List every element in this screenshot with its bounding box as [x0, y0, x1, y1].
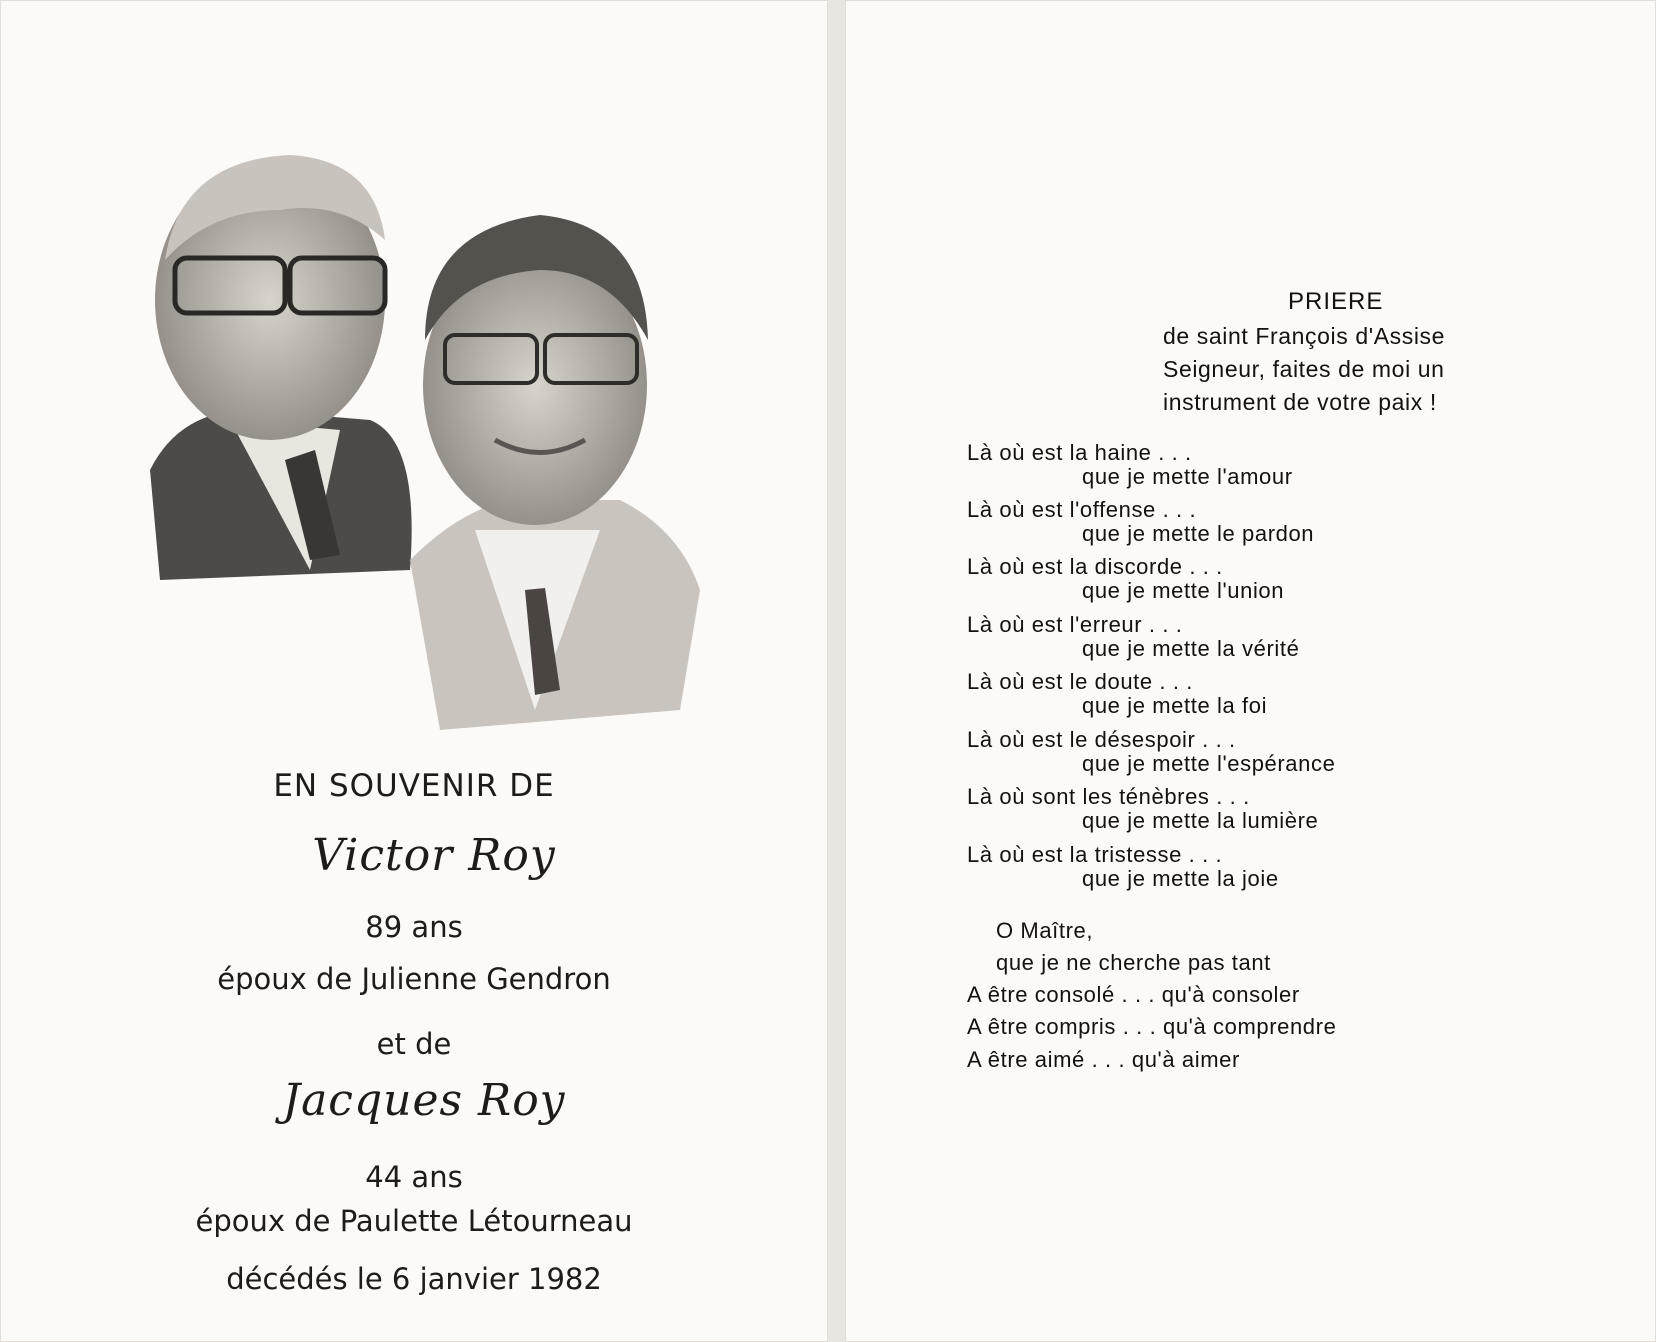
prayer-closing-line: A être aimé . . . qu'à aimer — [967, 1047, 1240, 1072]
verse-response: que je mette la joie — [1082, 866, 1279, 891]
verse-response: que je mette le pardon — [1082, 521, 1315, 546]
prayer-intro-line: instrument de votre paix ! — [1163, 389, 1437, 415]
verse-response: que je mette l'amour — [1082, 464, 1293, 489]
deceased-spouse-jacques: époux de Paulette Létourneau — [195, 1204, 633, 1238]
prayer-closing-line: A être compris . . . qu'à comprendre — [967, 1014, 1337, 1039]
verse-line: Là où sont les ténèbres . . . — [967, 784, 1250, 809]
deceased-name-victor: Victor Roy — [312, 830, 556, 881]
prayer-verse — [967, 784, 1318, 834]
death-date: décédés le 6 janvier 1982 — [226, 1262, 602, 1296]
prayer-verse — [967, 554, 1284, 604]
prayer-verse — [967, 440, 1293, 490]
verse-line: Là où est la tristesse . . . — [967, 842, 1223, 867]
deceased-spouse-victor: époux de Julienne Gendron — [217, 962, 611, 996]
prayer-closing-line: O Maître, — [996, 918, 1094, 943]
verse-line: Là où est le désespoir . . . — [967, 727, 1236, 752]
prayer-verse — [967, 669, 1267, 719]
prayer-verse — [967, 612, 1299, 662]
prayer-intro-line: Seigneur, faites de moi un — [1163, 356, 1445, 382]
prayer-verse — [967, 727, 1335, 777]
prayer-intro-line: de saint François d'Assise — [1163, 323, 1446, 349]
verse-line: Là où est l'offense . . . — [967, 497, 1197, 522]
deceased-name-jacques: Jacques Roy — [282, 1075, 566, 1126]
prayer-closing-line: A être consolé . . . qu'à consoler — [967, 982, 1300, 1007]
prayer-verse — [967, 497, 1314, 547]
verse-response: que je mette la vérité — [1082, 636, 1300, 661]
verse-response: que je mette la foi — [1082, 693, 1268, 718]
prayer-closing-line: que je ne cherche pas tant — [996, 950, 1271, 975]
deceased-age-victor: 89 ans — [365, 910, 463, 944]
verse-response: que je mette l'union — [1082, 578, 1285, 603]
verse-response: que je mette l'espérance — [1082, 751, 1336, 776]
verse-line: Là où est le doute . . . — [967, 669, 1193, 694]
verse-line: Là où est l'erreur . . . — [967, 612, 1183, 637]
prayer-verse — [967, 842, 1279, 892]
verse-response: que je mette la lumière — [1082, 808, 1319, 833]
verse-line: Là où est la discorde . . . — [967, 554, 1223, 579]
portrait-photo — [140, 150, 730, 740]
memorial-header: EN SOUVENIR DE — [273, 768, 555, 804]
verse-line: Là où est la haine . . . — [967, 440, 1192, 465]
connector-text: et de — [376, 1027, 452, 1061]
prayer-title: PRIERE — [1288, 288, 1384, 315]
deceased-age-jacques: 44 ans — [365, 1160, 463, 1194]
